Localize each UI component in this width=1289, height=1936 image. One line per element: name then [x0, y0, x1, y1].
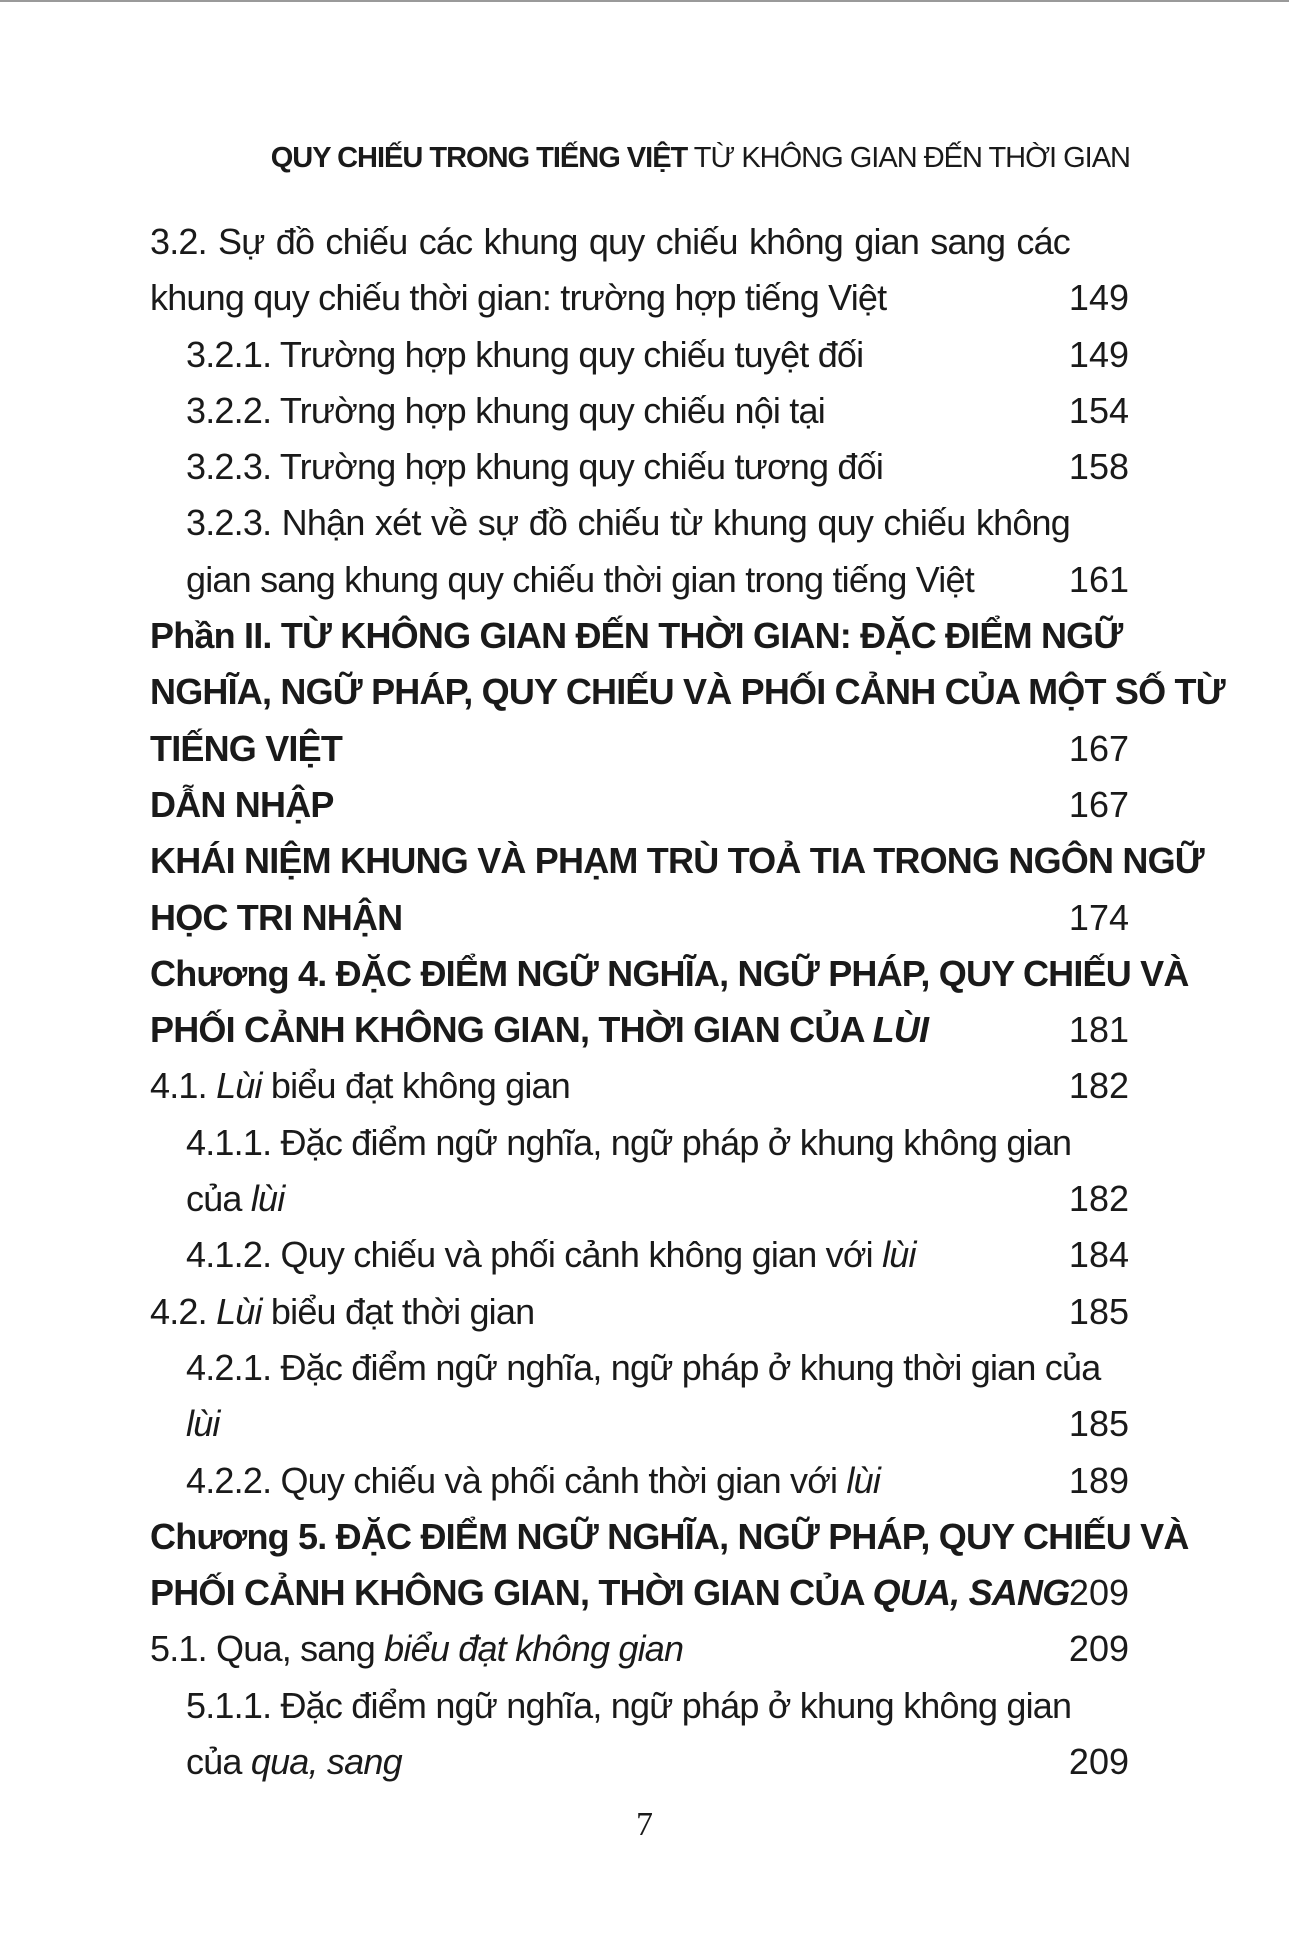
toc-page-number: 189	[1068, 1459, 1129, 1501]
toc-text-part: PHỐI CẢNH KHÔNG GIAN, THỜI GIAN CỦA	[150, 1009, 873, 1051]
toc-italic-part: lùi	[846, 1459, 881, 1501]
toc-page-number: 209	[1068, 1741, 1129, 1783]
toc-prefix-part: 4.2.	[150, 1290, 217, 1332]
toc-text-part: 5.1. Qua, sang	[150, 1628, 385, 1670]
table-of-contents	[0, 214, 1289, 1790]
toc-italic-part: QUA, SANG	[872, 1572, 1070, 1614]
toc-entry-text: 4.1.1. Đặc điểm ngữ nghĩa, ngữ pháp ở khung không gian	[186, 1121, 1072, 1163]
toc-entry-text	[186, 1227, 916, 1283]
toc-line	[0, 1171, 1289, 1227]
toc-page-number: 167	[1068, 783, 1129, 825]
toc-line	[0, 833, 1289, 889]
toc-entry-text: Phần II. TỪ KHÔNG GIAN ĐẾN THỜI GIAN: ĐẶC ĐIỂM NGỮ	[150, 615, 1123, 657]
toc-entry-text	[150, 1565, 1069, 1621]
toc-line	[0, 946, 1289, 1002]
toc-entry-text: 3.2.3. Trường hợp khung quy chiếu tương đối	[186, 446, 884, 488]
toc-line	[0, 777, 1289, 833]
toc-line	[0, 327, 1289, 383]
toc-line	[0, 1002, 1289, 1058]
toc-line	[0, 552, 1289, 608]
header-subtitle: TỪ KHÔNG GIAN ĐẾN THỜI GIAN	[687, 142, 1130, 174]
toc-line	[0, 214, 1289, 270]
toc-line	[0, 1340, 1289, 1396]
toc-entry-text: HỌC TRI NHẬN	[150, 896, 403, 938]
toc-line	[0, 890, 1289, 946]
toc-text-part: 4.2.2. Quy chiếu và phối cảnh thời gian với	[186, 1459, 847, 1501]
toc-page-number: 185	[1068, 1403, 1129, 1445]
toc-entry-text: 5.1.1. Đặc điểm ngữ nghĩa, ngữ pháp ở khung không gian	[186, 1684, 1072, 1726]
toc-line	[0, 1509, 1289, 1565]
toc-entry-text: KHÁI NIỆM KHUNG VÀ PHẠM TRÙ TOẢ TIA TRONG NGÔN NGỮ	[150, 840, 1204, 882]
toc-line	[0, 1284, 1289, 1340]
toc-italic-part: Lùi	[216, 1290, 262, 1332]
toc-line	[0, 1115, 1289, 1171]
toc-entry-text: 3.2.3. Nhận xét về sự đồ chiếu từ khung quy chiếu không	[186, 502, 1070, 544]
toc-page-number: 181	[1068, 1009, 1129, 1051]
toc-entry-text: 4.2.1. Đặc điểm ngữ nghĩa, ngữ pháp ở khung thời gian của	[186, 1346, 1101, 1388]
page-number: 7	[636, 1806, 653, 1843]
toc-page-number: 184	[1068, 1234, 1129, 1276]
toc-entry-text: 3.2.1. Trường hợp khung quy chiếu tuyệt đối	[186, 333, 864, 375]
toc-italic-part: biểu đạt không gian	[384, 1628, 684, 1670]
toc-page-number: 182	[1068, 1065, 1129, 1107]
toc-text-part: biểu đạt thời gian	[261, 1290, 535, 1332]
toc-page-number: 158	[1068, 446, 1129, 488]
toc-prefix-part: 4.1.	[150, 1065, 217, 1107]
toc-line	[0, 1058, 1289, 1114]
toc-entry-text	[150, 1621, 683, 1677]
toc-entry-text: lùi	[186, 1403, 220, 1445]
toc-page-number: 154	[1068, 389, 1129, 431]
toc-line	[0, 383, 1289, 439]
toc-line	[0, 664, 1289, 720]
toc-entry-text	[150, 1002, 928, 1058]
toc-entry-text: Chương 4. ĐẶC ĐIỂM NGỮ NGHĨA, NGỮ PHÁP, QUY CHIẾU VÀ	[150, 952, 1189, 994]
toc-line	[0, 1396, 1289, 1452]
toc-text-part: 4.1.2. Quy chiếu và phối cảnh không gian với	[186, 1234, 883, 1276]
toc-line	[0, 1734, 1289, 1790]
toc-text-part: của	[186, 1741, 251, 1783]
toc-entry-text: gian sang khung quy chiếu thời gian trong tiếng Việt	[186, 558, 974, 600]
toc-italic-part: Lùi	[216, 1065, 262, 1107]
toc-italic-part: LÙI	[872, 1009, 929, 1051]
toc-page-number: 149	[1068, 333, 1129, 375]
toc-text-part: PHỐI CẢNH KHÔNG GIAN, THỜI GIAN CỦA	[150, 1572, 873, 1614]
toc-entry-text	[186, 1734, 402, 1790]
toc-line	[0, 721, 1289, 777]
toc-entry-text	[150, 1284, 534, 1340]
toc-line	[0, 1565, 1289, 1621]
toc-line	[0, 608, 1289, 664]
toc-entry-text: 3.2.2. Trường hợp khung quy chiếu nội tại	[186, 389, 825, 431]
toc-page-number: 209	[1068, 1572, 1129, 1614]
toc-line	[0, 1621, 1289, 1677]
toc-italic-part: lùi	[250, 1178, 285, 1220]
toc-line	[0, 1678, 1289, 1734]
header-book-title: QUY CHIẾU TRONG TIẾNG VIỆT	[270, 142, 688, 174]
toc-page-number: 209	[1068, 1628, 1129, 1670]
toc-line	[0, 439, 1289, 495]
toc-page-number: 167	[1068, 727, 1129, 769]
toc-line	[0, 495, 1289, 551]
toc-italic-part: qua, sang	[250, 1741, 402, 1783]
toc-entry-text: DẪN NHẬP	[150, 783, 334, 825]
toc-italic-part: lùi	[882, 1234, 916, 1276]
toc-entry-text	[150, 1058, 570, 1114]
toc-line	[0, 1227, 1289, 1283]
toc-line	[0, 270, 1289, 326]
toc-entry-text	[186, 1453, 880, 1509]
toc-page-number: 182	[1068, 1178, 1129, 1220]
toc-text-part: biểu đạt không gian	[261, 1065, 570, 1107]
running-header	[150, 142, 1130, 175]
toc-entry-text: 3.2. Sự đồ chiếu các khung quy chiếu không gian sang các	[150, 221, 1070, 262]
toc-line	[0, 1453, 1289, 1509]
toc-page-number: 174	[1068, 896, 1129, 938]
toc-text-part: của	[186, 1178, 251, 1220]
toc-entry-text: Chương 5. ĐẶC ĐIỂM NGỮ NGHĨA, NGỮ PHÁP, QUY CHIẾU VÀ	[150, 1515, 1189, 1557]
toc-page-number: 161	[1068, 558, 1129, 600]
toc-page-number: 149	[1068, 277, 1129, 319]
toc-entry-text: TIẾNG VIỆT	[150, 727, 343, 769]
toc-entry-text: NGHĨA, NGỮ PHÁP, QUY CHIẾU VÀ PHỐI CẢNH CỦA MỘT SỐ TỪ	[150, 671, 1225, 713]
toc-entry-text: khung quy chiếu thời gian: trường hợp tiếng Việt	[150, 277, 887, 319]
toc-entry-text	[186, 1171, 284, 1227]
toc-page-number: 185	[1068, 1290, 1129, 1332]
